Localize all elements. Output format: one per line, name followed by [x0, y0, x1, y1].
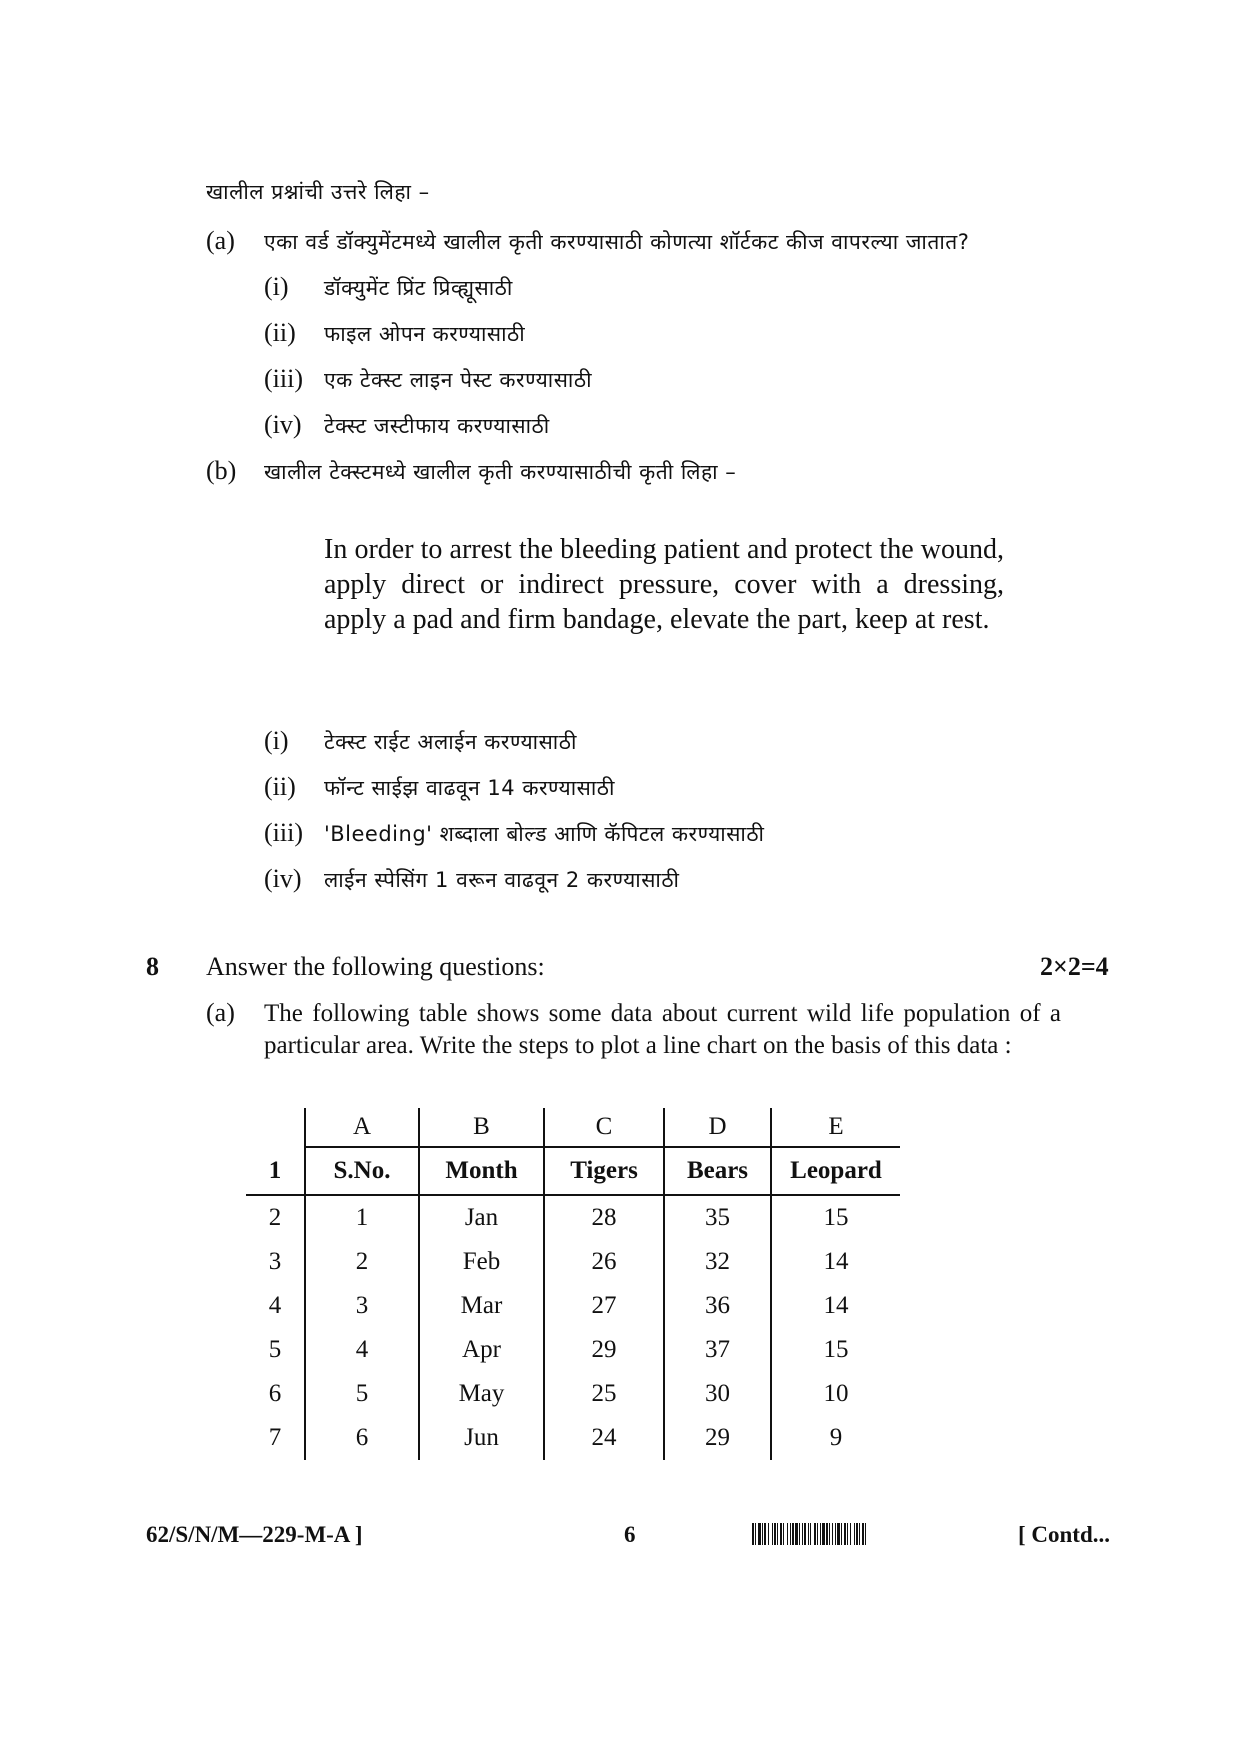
table-cell: 2 — [305, 1240, 419, 1284]
question-a-label: (a) — [206, 226, 235, 255]
table-cell: Jan — [419, 1195, 544, 1240]
table-cell: 15 — [823, 1204, 849, 1231]
table-cell: 29 — [664, 1416, 771, 1460]
table-cell: 14 — [823, 1292, 849, 1319]
table-col-letter: E — [771, 1108, 900, 1147]
question-b-item-2-label: (ii) — [264, 772, 296, 801]
question-8-text: Answer the following questions: — [206, 952, 545, 981]
table-cell: 14 — [823, 1248, 849, 1275]
table-cell: 27 — [544, 1284, 664, 1328]
contd-label: [ Contd... — [1018, 1522, 1111, 1547]
table-header-cell: 1 — [246, 1147, 305, 1195]
table-cell: 15 — [823, 1336, 849, 1363]
table-cell: 36 — [664, 1284, 771, 1328]
question-b-text: खालील टेक्स्टमध्ये खालील कृती करण्यासाठीची कृती लिहा – — [264, 460, 737, 484]
question-b-item-3-label: (iii) — [264, 818, 303, 847]
wildlife-table — [246, 1108, 900, 1460]
table-cell: 28 — [544, 1195, 664, 1240]
table-cell: 6 — [305, 1416, 419, 1460]
question-b-item-3-text: 'Bleeding' शब्दाला बोल्ड आणि कॅपिटल करण्यासाठी — [324, 822, 765, 846]
question-a-item-2-label: (ii) — [264, 318, 296, 347]
table-cell: 24 — [544, 1416, 664, 1460]
table-cell: May — [419, 1372, 544, 1416]
table-cell: 9 — [829, 1424, 843, 1451]
question-a-item-1-label: (i) — [264, 272, 289, 301]
question-8-number: 8 — [146, 952, 159, 981]
table-column-letters — [246, 1108, 900, 1147]
table-cell: Apr — [419, 1328, 544, 1372]
table-header-cell: S.No. — [305, 1147, 419, 1195]
table-cell: 5 — [246, 1328, 305, 1372]
table-cell: 7 — [246, 1416, 305, 1460]
question-b-item-2-text: फॉन्ट साईझ वाढवून 14 करण्यासाठी — [324, 776, 615, 800]
table-row — [246, 1372, 900, 1416]
question-a-item-4-label: (iv) — [264, 410, 302, 439]
table-col-letter: C — [544, 1108, 664, 1147]
question-b-label: (b) — [206, 456, 237, 485]
table-row — [246, 1284, 900, 1328]
table-cell: 3 — [246, 1240, 305, 1284]
table-col-letter: B — [419, 1108, 544, 1147]
table-row — [246, 1416, 900, 1460]
table-col-letter: D — [664, 1108, 771, 1147]
table-cell: Feb — [419, 1240, 544, 1284]
question-8a-text: The following table shows some data about current wild life population of a particular area. Write the steps to plot a line chart on the basis of this data : — [264, 1000, 1061, 1059]
table-row — [246, 1328, 900, 1372]
table-cell: 30 — [664, 1372, 771, 1416]
barcode-stripe — [865, 1523, 866, 1545]
table-cell: 6 — [246, 1372, 305, 1416]
table-row — [246, 1195, 900, 1240]
paper-code: 62/S/N/M—229-M-A ] — [146, 1522, 363, 1547]
question-b-item-4-label: (iv) — [264, 864, 302, 893]
table-col-letter: A — [305, 1108, 419, 1147]
question-8a-label: (a) — [206, 998, 235, 1027]
table-cell: 3 — [305, 1284, 419, 1328]
question-a-item-2-text: फाइल ओपन करण्यासाठी — [324, 322, 526, 346]
table-header-cell: Bears — [664, 1147, 771, 1195]
question-b-item-1-text: टेक्स्ट राईट अलाईन करण्यासाठी — [324, 730, 577, 754]
question-b-passage: In order to arrest the bleeding patient and protect the wound, apply direct or indirect pressure, cover with a dressing, apply a pad and firm bandage, elevate the part, keep at rest. — [324, 534, 1004, 635]
table-cell: Mar — [419, 1284, 544, 1328]
question-b-item-1-label: (i) — [264, 726, 289, 755]
question-a-item-3-text: एक टेक्स्ट लाइन पेस्ट करण्यासाठी — [324, 368, 593, 392]
question-8-marks: 2×2=4 — [1040, 952, 1109, 981]
table-cell: 5 — [305, 1372, 419, 1416]
page-number: 6 — [624, 1522, 636, 1547]
table-cell: 29 — [544, 1328, 664, 1372]
table-cell: 1 — [305, 1195, 419, 1240]
question-a-item-1-text: डॉक्युमेंट प्रिंट प्रिव्ह्यूसाठी — [324, 276, 513, 300]
table-cell: 35 — [664, 1195, 771, 1240]
table-header-cell: Month — [419, 1147, 544, 1195]
table-cell: 4 — [305, 1328, 419, 1372]
table-cell: 26 — [544, 1240, 664, 1284]
table-cell: Jun — [419, 1416, 544, 1460]
table-cell: 25 — [544, 1372, 664, 1416]
table-cell: 32 — [664, 1240, 771, 1284]
section-heading: खालील प्रश्नांची उत्तरे लिहा – — [206, 180, 430, 204]
question-a-text: एका वर्ड डॉक्युमेंटमध्ये खालील कृती करण्यासाठी कोणत्या शॉर्टकट कीज वापरल्या जातात? — [264, 230, 970, 254]
table-header-cell: Tigers — [544, 1147, 664, 1195]
table-header-cell: Leopard — [771, 1147, 900, 1195]
table-row — [246, 1240, 900, 1284]
question-a-item-3-label: (iii) — [264, 364, 303, 393]
question-b-item-4-text: लाईन स्पेसिंग 1 वरून वाढवून 2 करण्यासाठी — [324, 868, 680, 892]
table-header-row — [246, 1147, 900, 1195]
question-a-item-4-text: टेक्स्ट जस्टीफाय करण्यासाठी — [324, 414, 550, 438]
table-cell: 37 — [664, 1328, 771, 1372]
table-cell: 10 — [823, 1380, 849, 1407]
table-cell: 4 — [246, 1284, 305, 1328]
barcode-image — [752, 1523, 984, 1545]
table-cell: 2 — [246, 1195, 305, 1240]
